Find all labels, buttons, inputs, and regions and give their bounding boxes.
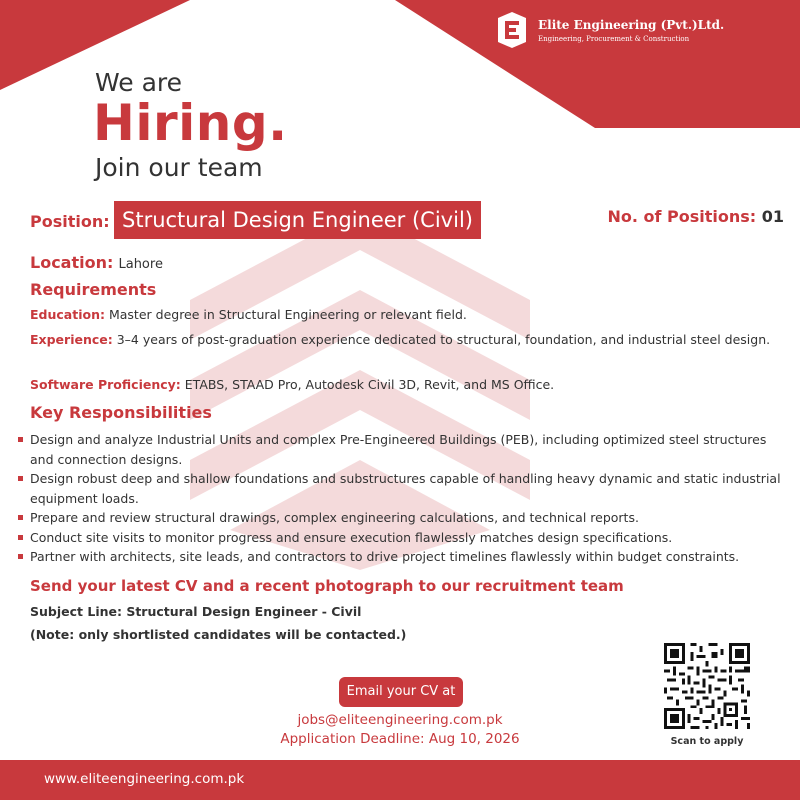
requirement-education (30, 304, 780, 325)
requirement-text: 3–4 years of post-graduation experience dedicated to structural, foundation, and industrial steel design. (116, 332, 771, 347)
email-link[interactable]: jobs@eliteengineering.com.pk (297, 712, 503, 728)
e-logo-icon (494, 12, 530, 48)
position-label: Position: (30, 212, 110, 231)
requirement-experience (30, 329, 780, 350)
list-item: Design and analyze Industrial Units and complex Pre-Engineered Buildings (PEB), including optimized steel structures and connection designs. (18, 430, 793, 469)
requirements-title: Requirements (30, 280, 157, 299)
positions-count-label: No. of Positions: (607, 207, 757, 226)
list-item: Partner with architects, site leads, and contractors to drive project timelines flawlessly within budget constraints. (18, 547, 793, 567)
requirement-text: Master degree in Structural Engineering or relevant field. (108, 307, 467, 322)
list-item: Prepare and review structural drawings, complex engineering calculations, and technical reports. (18, 508, 793, 528)
company-logo (494, 12, 724, 48)
list-item: Design robust deep and shallow foundations and substructures capable of handling heavy dynamic and static industrial equipment loads. (18, 469, 793, 508)
location-label: Location: (30, 253, 114, 272)
requirement-text: ETABS, STAAD Pro, Autodesk Civil 3D, Revit, and MS Office. (184, 377, 555, 392)
qr-code-icon[interactable] (664, 643, 750, 729)
requirement-label: Education: (30, 307, 105, 322)
responsibilities-title: Key Responsibilities (30, 403, 212, 422)
requirement-label: Experience: (30, 332, 113, 347)
apply-headline: Send your latest CV and a recent photograph to our recruitment team (30, 577, 624, 595)
hero-we-are: We are (95, 68, 183, 97)
apply-note: (Note: only shortlisted candidates will be contacted.) (30, 627, 407, 642)
requirement-label: Software Proficiency: (30, 377, 181, 392)
responsibilities-list (18, 430, 793, 567)
website-link[interactable]: www.eliteengineering.com.pk (44, 771, 245, 787)
requirement-software (30, 374, 780, 395)
company-tagline: Engineering, Procurement & Construction (538, 34, 690, 43)
apply-subject-line: Subject Line: Structural Design Engineer - Civil (30, 604, 362, 619)
location (30, 253, 163, 272)
scan-to-apply-label: Scan to apply (670, 736, 744, 747)
positions-count-value: 01 (761, 207, 784, 226)
list-item: Conduct site visits to monitor progress and ensure execution flawlessly matches design specifications. (18, 528, 793, 548)
positions-count (607, 207, 784, 226)
application-deadline: Application Deadline: Aug 10, 2026 (280, 731, 520, 747)
location-value: Lahore (118, 257, 163, 272)
hero-hiring: Hiring. (93, 94, 288, 152)
hero-join-team: Join our team (95, 153, 263, 182)
email-cv-button[interactable]: Email your CV at (339, 677, 463, 707)
position-title: Structural Design Engineer (Civil) (114, 201, 481, 239)
footer-bar (0, 760, 800, 800)
company-name: Elite Engineering (Pvt.)Ltd. (538, 17, 725, 32)
